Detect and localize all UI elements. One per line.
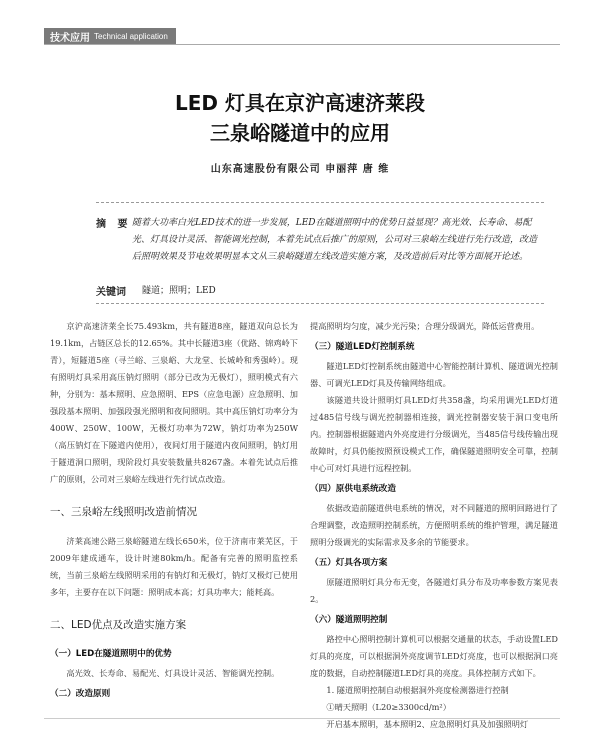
left-column bbox=[50, 318, 298, 705]
footer-rule bbox=[44, 718, 560, 719]
list-item-1: 1. 隧道照明控制自动根据洞外亮度检测器进行控制 bbox=[326, 685, 509, 695]
sub5-paragraph: 原隧道照明灯具分布无变，各隧道灯具分布及功率参数方案见表2。 bbox=[310, 577, 558, 604]
list-item-1a: ①晴天照明（L20≥3300cd/m²） bbox=[326, 702, 451, 712]
title-line-1: LED 灯具在京沪高速济莱段 bbox=[175, 91, 425, 115]
keywords-text: 隧道；照明；LED bbox=[142, 286, 216, 296]
subheading-2: （二）改造原则 bbox=[50, 689, 111, 699]
sub4-paragraph: 依据改造前隧道供电系统的情况，对不同隧道的照明回路进行了合理调整，改造照明控制系统，方便照明系统的维护管理，满足隧道照明分级调光的实际需求及多余的节能要求。 bbox=[310, 503, 558, 547]
sub1-paragraph: 高光效、长寿命、易配光、灯具设计灵活、智能调光控制。 bbox=[66, 668, 280, 678]
sub3-paragraph-2: 该隧道共设计照明灯具LED灯共358盏，均采用调光LED灯道过485信号线与调光控制器相连接，调光控制器安装于洞口变电所内。控制器根据隧道内外亮度进行分级调光，当485信号线传输出现故障时，灯具仍能按照预设模式工作，确保隧道照明安全可靠，控制中心可对灯具进行远程控制。 bbox=[310, 395, 558, 473]
subheading-6: （六）隧道照明控制 bbox=[310, 615, 388, 625]
intro-paragraph: 京沪高速济莱全长75.493km，共有隧道8座，隧道双向总长为19.1km，占链区总长的12.65%。其中长隧道3座（优路、锦鸡岭下青），短隧道5座（寻兰峪、三泉峪、大龙堂、长城岭和秀强岭）。现有照明灯具采用高压钠灯照明（部分已改为无极灯），照明模式有六种，分别为：基本照明、应急照明、EPS（应急电源）应急照明、加强段基本照明、加强段强光照明和夜间照明。其中高压钠灯功率分为400W、250W、100W，无极灯功率为72W，钠灯功率为250W（高压钠灯在下隧道内使用），夜间灯用于隧道内夜间照明，钠灯用于隧道洞口照明，现阶段灯具安装数量共8267盏。本着先试点后推广的原则，公司对三泉峪左线进行先行试点改造。 bbox=[50, 321, 298, 484]
section1-paragraph: 济莱高速公路三泉峪隧道左线长650米，位于济南市莱芜区，于2009年建成通车，设计时速80km/h。配备有完善的照明监控系统，当前三泉峪左线照明采用的有钠灯和无极灯，钠灯又极灯已使用多年，主要存在以下问题：照明成本高；灯具功率大；能耗高。 bbox=[50, 536, 298, 597]
section-heading-2: 二、LED优点及改造实施方案 bbox=[50, 619, 187, 631]
section-tag-en: Technical application bbox=[94, 31, 168, 41]
subheading-5: （五）灯具各项方案 bbox=[310, 558, 388, 568]
title-line-2: 三泉峪隧道中的应用 bbox=[210, 121, 390, 145]
author-line: 山东高速股份有限公司 申丽萍 唐 维 bbox=[210, 164, 390, 175]
section-tag bbox=[44, 28, 176, 44]
section-heading-1: 一、三泉峪左线照明改造前情况 bbox=[50, 506, 197, 518]
article-title bbox=[0, 88, 600, 148]
right-column bbox=[310, 318, 558, 733]
keywords-label: 关键词 bbox=[96, 287, 126, 298]
subheading-1: （一）LED在隧道照明中的优势 bbox=[50, 649, 172, 659]
sub6-paragraph: 路控中心照明控制计算机可以根据交通量的状态，手动设置LED灯具的亮度，可以根据洞外亮度调节LED灯亮度，也可以根据洞口亮度的数据，自动控制隧道LED灯具的亮度。具体控制方式如下。 bbox=[310, 634, 558, 678]
abstract-text: 随着大功率白光LED技术的进一步发展，LED在隧道照明中的优势日益显现？高光效、长寿命、易配光、灯具设计灵活、智能调光控制，本着先试点后推广的原则，公司对三泉峪左线进行先行改造，改造后照明效果及节电效果明显本文从三泉峪隧道左线改造实施方案，及改造前后对比等方面展开论述。 bbox=[132, 218, 538, 262]
abstract-label: 摘 要 bbox=[96, 219, 132, 230]
section-tag-cn: 技术应用 bbox=[50, 32, 90, 44]
subheading-4: （四）原供电系统改造 bbox=[310, 484, 396, 494]
abstract-box bbox=[96, 202, 544, 304]
right-top-paragraph: 提高照明均匀度，减少光污染；合理分级调光，降低运营费用。 bbox=[310, 321, 540, 331]
list-item-1b: 开启基本照明，基本照明2、应急照明灯具及加强照明灯 bbox=[326, 719, 529, 729]
sub3-paragraph-1: 隧道LED灯控制系统由隧道中心智能控制计算机、隧道调光控制器、可调光LED灯具及传输网络组成。 bbox=[310, 361, 558, 388]
subheading-3: （三）隧道LED灯控制系统 bbox=[310, 342, 415, 352]
header-rule bbox=[44, 44, 560, 45]
